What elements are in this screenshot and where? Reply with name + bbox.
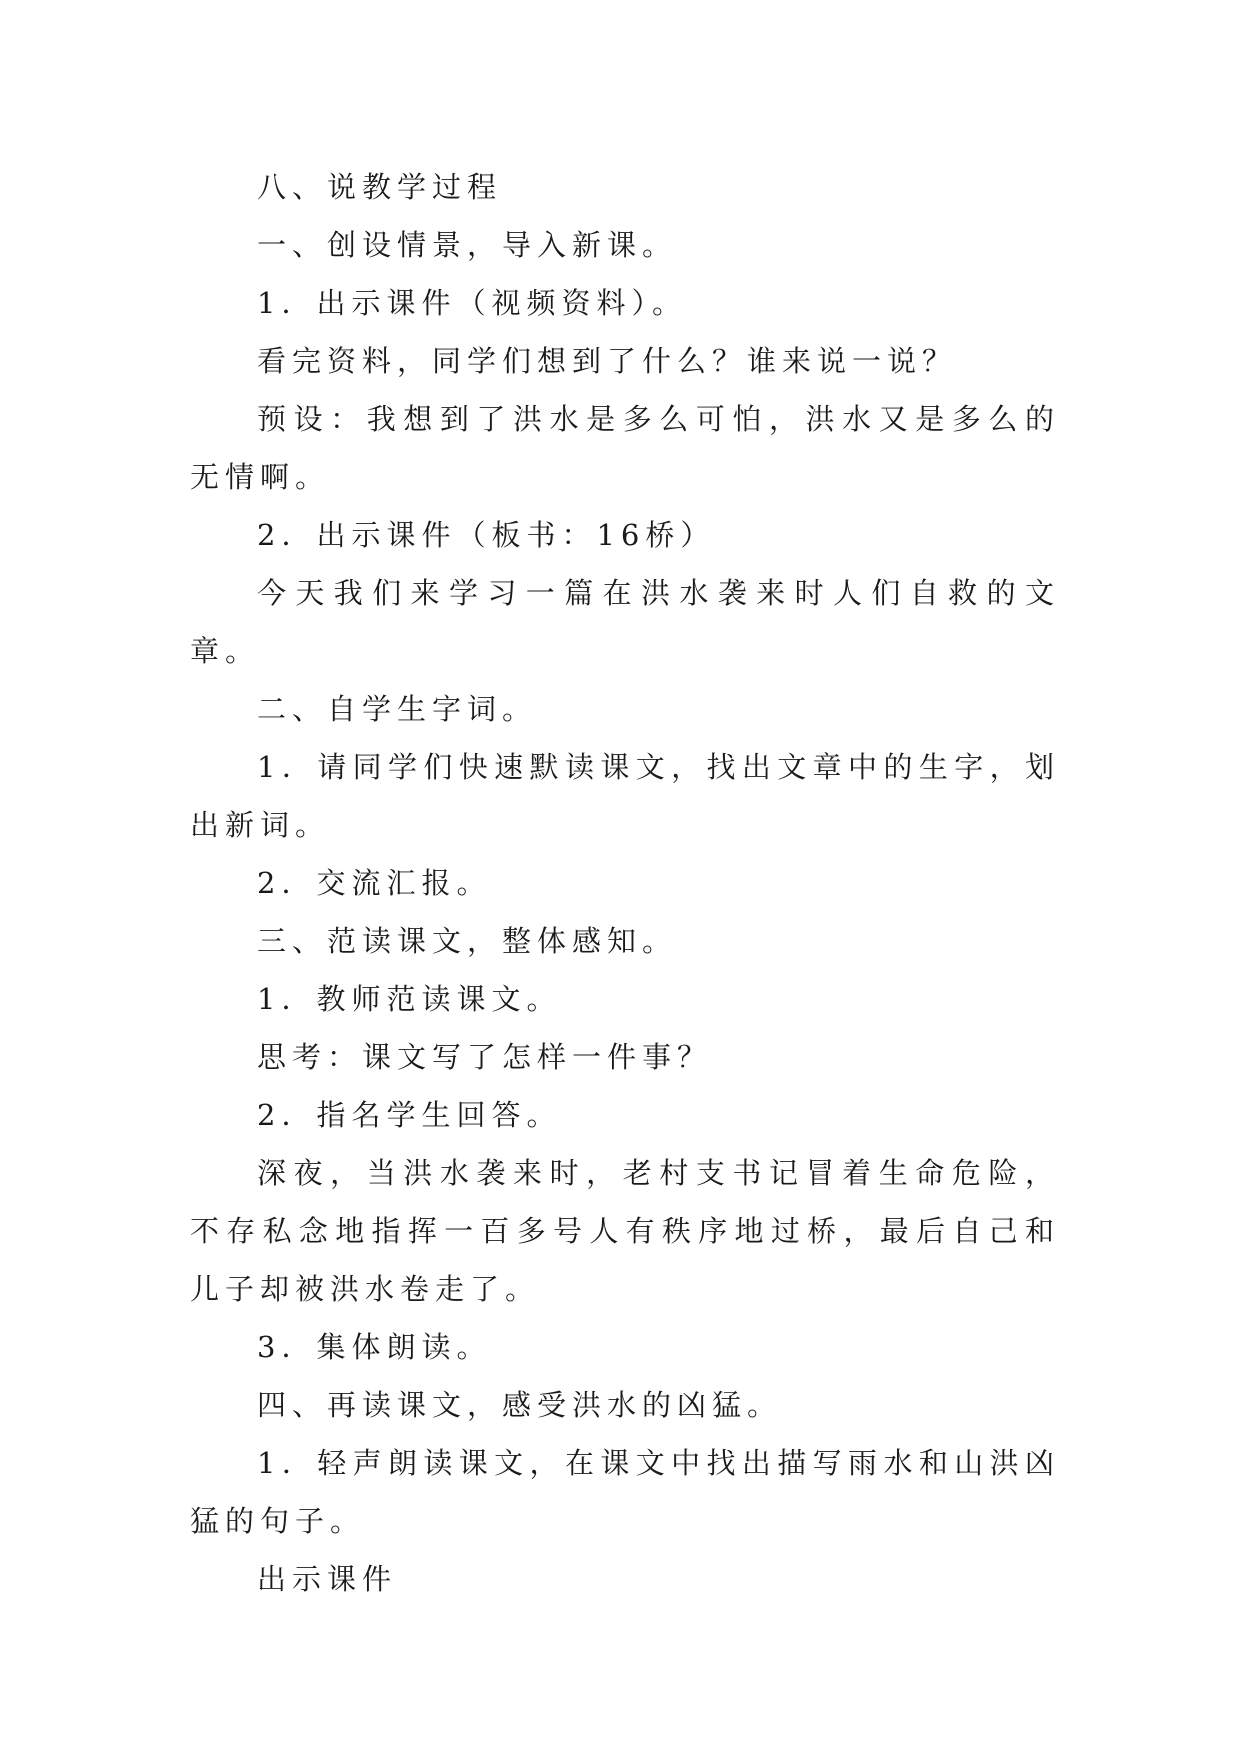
document-body — [190, 158, 1060, 1608]
paragraph: 预设：我想到了洪水是多么可怕，洪水又是多么的无情啊。 — [190, 402, 1060, 494]
list-item: 2．出示课件（板书：16桥） — [257, 518, 716, 552]
step-heading: 四、再读课文，感受洪水的凶猛。 — [257, 1388, 783, 1422]
list-item: 1．轻声朗读课文，在课文中找出描写雨水和山洪凶猛的句子。 — [190, 1446, 1060, 1538]
step-heading: 二、自学生字词。 — [257, 692, 538, 726]
list-item: 3．集体朗读。 — [257, 1330, 492, 1364]
section-heading: 八、说教学过程 — [257, 170, 503, 204]
paragraph: 思考：课文写了怎样一件事？ — [257, 1040, 713, 1074]
list-item: 1．出示课件（视频资料）。 — [257, 286, 687, 320]
paragraph: 深夜，当洪水袭来时，老村支书记冒着生命危险，不存私念地指挥一百多号人有秩序地过桥，最后自己和儿子却被洪水卷走了。 — [190, 1156, 1060, 1306]
paragraph: 出示课件 — [257, 1562, 398, 1596]
list-item: 1．教师范读课文。 — [257, 982, 562, 1016]
list-item: 2．交流汇报。 — [257, 866, 492, 900]
list-item: 2．指名学生回答。 — [257, 1098, 562, 1132]
step-heading: 三、范读课文，整体感知。 — [257, 924, 678, 958]
paragraph: 今天我们来学习一篇在洪水袭来时人们自救的文章。 — [190, 576, 1060, 668]
paragraph: 看完资料，同学们想到了什么？谁来说一说？ — [257, 344, 958, 378]
step-heading: 一、创设情景，导入新课。 — [257, 228, 678, 262]
list-item: 1．请同学们快速默读课文，找出文章中的生字，划出新词。 — [190, 750, 1060, 842]
